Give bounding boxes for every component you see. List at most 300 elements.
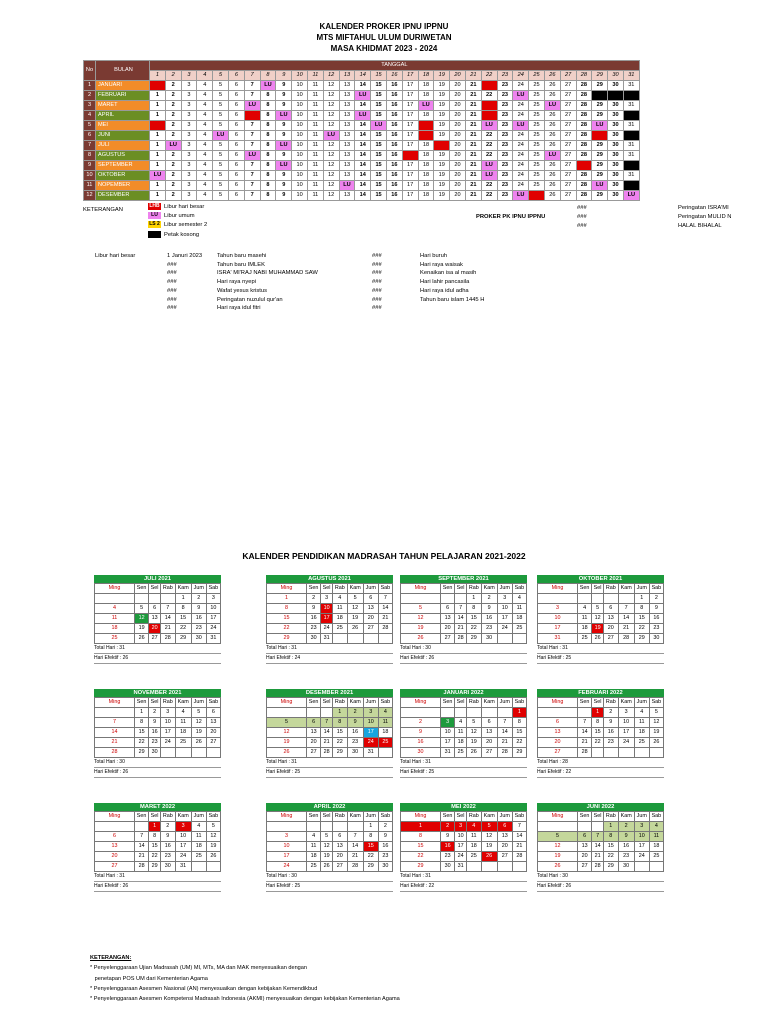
day-cell	[307, 708, 321, 718]
weekday-header: Kam	[618, 584, 634, 594]
day-cell: 20	[450, 151, 466, 161]
legend-text: Libur umum	[164, 213, 195, 220]
day-cell: 25	[529, 91, 545, 101]
day-cell: 4	[197, 141, 213, 151]
day-cell: 13	[339, 171, 355, 181]
day-cell: 26	[135, 634, 149, 644]
day-cell: 15	[363, 842, 378, 852]
month-grid	[400, 697, 527, 758]
day-cell: 26	[481, 852, 497, 862]
day-cell: 7	[244, 91, 260, 101]
day-cell: 17	[402, 111, 418, 121]
day-cell: 8	[260, 91, 276, 101]
weekday-header: Sel	[149, 584, 161, 594]
day-cell: 3	[441, 718, 455, 728]
day-cell: 29	[466, 634, 481, 644]
legend-item	[148, 231, 199, 240]
day-cell: 15	[371, 161, 387, 171]
day-cell	[512, 634, 526, 644]
day-cell	[321, 708, 333, 718]
day-cell: 30	[191, 634, 206, 644]
holiday-hash: ###	[372, 296, 382, 303]
day-cell: 3	[363, 708, 378, 718]
day-cell: 27	[560, 141, 576, 151]
day-cell	[481, 862, 497, 872]
day-cell: 5	[213, 181, 229, 191]
day-cell: 27	[307, 748, 321, 758]
day-cell: 22	[512, 738, 526, 748]
holiday-hash: ###	[372, 261, 382, 268]
day-cell: 4	[578, 604, 592, 614]
col-no: No	[84, 61, 96, 81]
month-row	[84, 121, 640, 131]
day-cell: 4	[307, 832, 321, 842]
month-title: SEPTEMBER 2021	[400, 575, 527, 583]
day-cell: 29	[592, 171, 608, 181]
day-cell: 4	[175, 708, 191, 718]
day-cell: 27	[363, 624, 378, 634]
day-cell: 6	[228, 111, 244, 121]
effective-days: Hari Efektif : 26	[400, 654, 527, 664]
day-cell	[455, 708, 467, 718]
day-cell: 13	[332, 842, 347, 852]
day-cell	[441, 594, 455, 604]
day-cell: 19	[592, 624, 604, 634]
day-cell: 7	[244, 171, 260, 181]
day-cell: 15	[371, 91, 387, 101]
day-cell: 19	[434, 191, 450, 201]
day-cell: 23	[149, 738, 161, 748]
day-cell: 26	[544, 121, 560, 131]
weekday-header: Sab	[378, 584, 392, 594]
day-cell: 2	[603, 708, 618, 718]
month-grid	[400, 811, 527, 872]
day-cell: 20	[450, 91, 466, 101]
day-cell: 4	[378, 708, 392, 718]
month-grid	[266, 583, 393, 644]
day-cell: 25	[529, 121, 545, 131]
edu-calendar-title: KALENDER PENDIDIKAN MADRASAH TAHUN PELAJARAN 2021-2022	[242, 551, 526, 561]
day-cell: 4	[332, 594, 347, 604]
holiday-cell: LHB	[402, 151, 418, 161]
day-cell: 20	[450, 191, 466, 201]
lu-cell: LU	[276, 111, 292, 121]
day-cell: 19	[434, 151, 450, 161]
day-cell: 31	[623, 101, 639, 111]
day-cell: 9	[618, 832, 634, 842]
day-cell: 29	[592, 191, 608, 201]
weekday-header: Ming	[95, 812, 135, 822]
day-cell: 4	[455, 718, 467, 728]
day-cell: 4	[197, 181, 213, 191]
day-cell: 15	[267, 614, 307, 624]
day-cell	[95, 708, 135, 718]
day-cell: 5	[213, 171, 229, 181]
day-cell: 19	[434, 131, 450, 141]
day-cell: 7	[455, 604, 467, 614]
day-cell: 2	[481, 594, 497, 604]
day-cell: 23	[649, 624, 663, 634]
day-cell	[497, 708, 512, 718]
day-cell: 3	[181, 141, 197, 151]
month-title: JANUARI 2022	[400, 689, 527, 697]
day-cell: 1	[149, 822, 161, 832]
day-header: 11	[307, 71, 323, 81]
right-note-hash: ###	[577, 223, 587, 230]
month-grid	[537, 583, 664, 644]
day-cell: 22	[481, 191, 497, 201]
day-cell: 2	[441, 822, 455, 832]
day-cell: 17	[402, 121, 418, 131]
effective-days: Hari Efektif : 25	[400, 768, 527, 778]
day-cell: 6	[307, 718, 321, 728]
day-cell: 15	[332, 728, 347, 738]
day-cell: 14	[355, 131, 371, 141]
day-cell: 2	[191, 594, 206, 604]
day-cell: 21	[95, 738, 135, 748]
day-cell: 16	[386, 101, 402, 111]
day-cell: 4	[197, 81, 213, 91]
holiday-name: ISRA' MI'RAJ NABI MUHAMMAD SAW	[217, 270, 318, 277]
weekday-header: Jum	[363, 584, 378, 594]
weekday-header: Jum	[634, 584, 649, 594]
day-cell: 17	[402, 101, 418, 111]
day-cell: 12	[206, 832, 220, 842]
day-cell: 3	[181, 121, 197, 131]
day-cell: 18	[418, 171, 434, 181]
weekday-header: Sel	[455, 812, 467, 822]
month-no: 1	[84, 81, 96, 91]
day-cell: 3	[455, 822, 467, 832]
day-cell: 19	[434, 161, 450, 171]
lu-cell: LU	[513, 91, 529, 101]
day-cell: 24	[513, 101, 529, 111]
day-cell: 17	[441, 738, 455, 748]
day-cell: 5	[401, 604, 441, 614]
day-cell: 20	[450, 111, 466, 121]
day-cell: 17	[363, 728, 378, 738]
month-no: 6	[84, 131, 96, 141]
day-cell: 15	[371, 171, 387, 181]
holiday-name-2: Hari buruh	[420, 253, 448, 259]
day-cell: 6	[228, 161, 244, 171]
day-cell	[578, 708, 592, 718]
day-cell: 14	[355, 171, 371, 181]
day-cell: 8	[592, 718, 604, 728]
month-no: 9	[84, 161, 96, 171]
day-cell: 11	[307, 181, 323, 191]
day-cell: 6	[228, 91, 244, 101]
legend-text: Petak kosong	[164, 231, 200, 238]
day-cell: 1	[512, 708, 526, 718]
day-cell: 9	[307, 604, 321, 614]
holiday-date: ###	[167, 287, 177, 294]
day-cell: 7	[618, 604, 634, 614]
day-cell: 1	[150, 151, 166, 161]
day-cell: 27	[95, 862, 135, 872]
day-cell: 27	[560, 191, 576, 201]
day-cell: 6	[228, 141, 244, 151]
day-cell: 9	[276, 131, 292, 141]
day-cell: 26	[544, 141, 560, 151]
day-cell: 20	[307, 738, 321, 748]
day-cell: 21	[578, 738, 592, 748]
day-cell: 16	[386, 121, 402, 131]
holiday-date: ###	[167, 296, 177, 303]
day-cell	[347, 634, 363, 644]
day-cell: 2	[165, 181, 181, 191]
weekday-header: Jum	[497, 812, 512, 822]
month-grid	[537, 697, 664, 758]
day-cell	[497, 634, 512, 644]
day-cell: 10	[292, 81, 308, 91]
day-cell: 28	[378, 624, 392, 634]
day-cell: 10	[497, 604, 512, 614]
day-cell: 15	[371, 151, 387, 161]
day-cell	[603, 748, 618, 758]
day-cell: 22	[481, 91, 497, 101]
day-cell: 29	[603, 862, 618, 872]
day-cell: 15	[175, 614, 191, 624]
day-cell: 16	[618, 842, 634, 852]
holiday-cell: LHB	[481, 81, 497, 91]
month-title: AGUSTUS 2021	[266, 575, 393, 583]
weekday-header: Kam	[175, 698, 191, 708]
legend-item	[148, 203, 204, 212]
day-cell: 28	[576, 171, 592, 181]
day-cell: 6	[228, 181, 244, 191]
day-cell: 18	[418, 141, 434, 151]
day-cell: 3	[175, 822, 191, 832]
day-cell: 20	[481, 738, 497, 748]
day-cell: 8	[603, 832, 618, 842]
day-cell: 17	[618, 728, 634, 738]
day-cell: 25	[175, 738, 191, 748]
lu-cell: LU	[165, 141, 181, 151]
total-days: Total Hari : 30	[94, 758, 221, 768]
day-cell: 1	[267, 594, 307, 604]
effective-days: Hari Efektif : 22	[537, 768, 664, 778]
day-cell: 9	[276, 191, 292, 201]
day-cell: 23	[497, 81, 513, 91]
day-cell: 8	[260, 121, 276, 131]
day-header: 2	[165, 71, 181, 81]
day-cell: 28	[576, 101, 592, 111]
day-cell: 31	[623, 151, 639, 161]
day-cell: 5	[213, 101, 229, 111]
day-cell: 9	[649, 604, 663, 614]
day-cell: 12	[466, 728, 481, 738]
day-cell: 5	[213, 81, 229, 91]
day-cell: 2	[378, 822, 392, 832]
day-cell: 4	[197, 161, 213, 171]
day-cell: 29	[401, 862, 441, 872]
day-header: 31	[623, 71, 639, 81]
day-cell: 5	[191, 708, 206, 718]
day-cell: 25	[529, 161, 545, 171]
day-cell: 18	[418, 151, 434, 161]
month-row	[84, 111, 640, 121]
day-cell: 16	[386, 161, 402, 171]
day-cell: 15	[371, 101, 387, 111]
month-row	[84, 141, 640, 151]
day-cell: 15	[401, 842, 441, 852]
day-cell: 15	[466, 614, 481, 624]
day-cell: 16	[378, 842, 392, 852]
day-cell: 15	[371, 181, 387, 191]
month-calendar	[266, 689, 393, 778]
weekday-header: Sel	[321, 584, 333, 594]
day-cell: 6	[228, 101, 244, 111]
day-cell: 11	[307, 141, 323, 151]
day-cell: 15	[371, 111, 387, 121]
legend-label: KETERANGAN	[83, 207, 123, 213]
day-cell: 1	[150, 141, 166, 151]
month-name: AGUSTUS	[96, 151, 150, 161]
day-cell: 15	[512, 728, 526, 738]
day-cell: 25	[578, 634, 592, 644]
day-cell: 20	[578, 852, 592, 862]
holiday-hash: ###	[372, 305, 382, 312]
day-cell: 20	[206, 728, 220, 738]
day-cell: 31	[441, 748, 455, 758]
day-cell: 8	[401, 832, 441, 842]
day-cell: 17	[267, 852, 307, 862]
day-cell: 5	[321, 832, 333, 842]
day-cell: 30	[149, 748, 161, 758]
day-cell: 3	[181, 131, 197, 141]
day-cell: 7	[135, 832, 149, 842]
weekday-header: Sab	[649, 698, 663, 708]
day-cell: 12	[323, 101, 339, 111]
day-cell: 13	[307, 728, 321, 738]
day-cell: 24	[497, 624, 512, 634]
holiday-cell: LHB	[481, 101, 497, 111]
day-cell: 18	[418, 81, 434, 91]
day-cell: 11	[332, 604, 347, 614]
day-cell: 21	[465, 101, 481, 111]
day-cell: 16	[386, 151, 402, 161]
day-header: 20	[450, 71, 466, 81]
day-cell: 2	[165, 121, 181, 131]
weekday-header: Kam	[618, 698, 634, 708]
day-cell: 9	[481, 604, 497, 614]
day-cell: 1	[150, 181, 166, 191]
weekday-header: Sab	[512, 584, 526, 594]
day-cell: 3	[181, 161, 197, 171]
day-cell: 24	[455, 852, 467, 862]
day-cell: 6	[228, 81, 244, 91]
day-cell: 28	[347, 862, 363, 872]
holiday-cell: LHB	[529, 191, 545, 201]
day-cell: 21	[321, 738, 333, 748]
day-cell: 5	[213, 191, 229, 201]
weekday-header: Rab	[603, 812, 618, 822]
day-cell: 5	[538, 832, 578, 842]
day-cell: 30	[649, 634, 663, 644]
day-cell: 18	[578, 624, 592, 634]
day-cell: 27	[578, 862, 592, 872]
day-cell: 23	[347, 738, 363, 748]
day-cell: 30	[608, 171, 624, 181]
day-cell: 30	[618, 862, 634, 872]
note-line: * Penyelenggaraan Ujian Madrasah (UM) MI, MTs, MA dan MAK menyesuaikan dengan	[90, 965, 308, 972]
day-cell: 25	[529, 81, 545, 91]
day-cell: 17	[402, 141, 418, 151]
day-cell: 30	[608, 191, 624, 201]
weekday-header: Jum	[634, 812, 649, 822]
day-cell: 25	[466, 852, 481, 862]
day-cell: 14	[592, 842, 604, 852]
day-cell	[191, 748, 206, 758]
day-cell: 16	[386, 191, 402, 201]
month-name: FEBRUARI	[96, 91, 150, 101]
day-cell: 7	[244, 121, 260, 131]
day-cell: 28	[455, 634, 467, 644]
weekday-header: Sab	[206, 812, 220, 822]
day-cell: 12	[191, 718, 206, 728]
month-name: DESEMBER	[96, 191, 150, 201]
day-cell: 27	[560, 131, 576, 141]
day-cell: 20	[450, 81, 466, 91]
day-cell: 11	[307, 161, 323, 171]
holiday-name-2: Hari raya idul adha	[420, 287, 469, 294]
day-cell: 21	[465, 131, 481, 141]
day-header: 12	[323, 71, 339, 81]
day-cell: 11	[307, 171, 323, 181]
day-cell: 23	[497, 101, 513, 111]
day-cell	[634, 748, 649, 758]
day-cell: 28	[321, 748, 333, 758]
day-cell: 17	[538, 624, 578, 634]
day-cell: 9	[191, 604, 206, 614]
day-cell: 17	[402, 171, 418, 181]
day-cell: 12	[323, 151, 339, 161]
holiday-name: Tahun baru IMLEK	[217, 261, 266, 268]
day-cell: 4	[634, 708, 649, 718]
total-days: Total Hari : 30	[537, 872, 664, 882]
day-cell	[538, 708, 578, 718]
day-cell: 28	[576, 91, 592, 101]
day-cell: 20	[450, 141, 466, 151]
day-cell: 16	[386, 131, 402, 141]
lu-cell: LU	[355, 91, 371, 101]
day-cell: 20	[603, 624, 618, 634]
day-cell: 24	[513, 141, 529, 151]
weekday-header: Ming	[95, 698, 135, 708]
holiday-name-2: Hari raya waisak	[420, 261, 463, 268]
day-cell	[363, 634, 378, 644]
day-cell: 24	[321, 624, 333, 634]
day-cell: 8	[512, 718, 526, 728]
day-cell: 20	[363, 614, 378, 624]
day-cell: 30	[378, 862, 392, 872]
lu-cell: LU	[544, 101, 560, 111]
day-cell: 16	[441, 842, 455, 852]
day-cell: 2	[165, 91, 181, 101]
day-cell: 19	[466, 738, 481, 748]
day-cell: 11	[307, 842, 321, 852]
day-header: 7	[244, 71, 260, 81]
day-cell: 29	[634, 634, 649, 644]
day-cell: 4	[197, 151, 213, 161]
weekday-header: Ming	[401, 698, 441, 708]
weekday-header: Sen	[441, 812, 455, 822]
day-cell: 21	[465, 171, 481, 181]
day-cell: 28	[576, 131, 592, 141]
day-cell	[191, 862, 206, 872]
day-cell: 28	[576, 121, 592, 131]
